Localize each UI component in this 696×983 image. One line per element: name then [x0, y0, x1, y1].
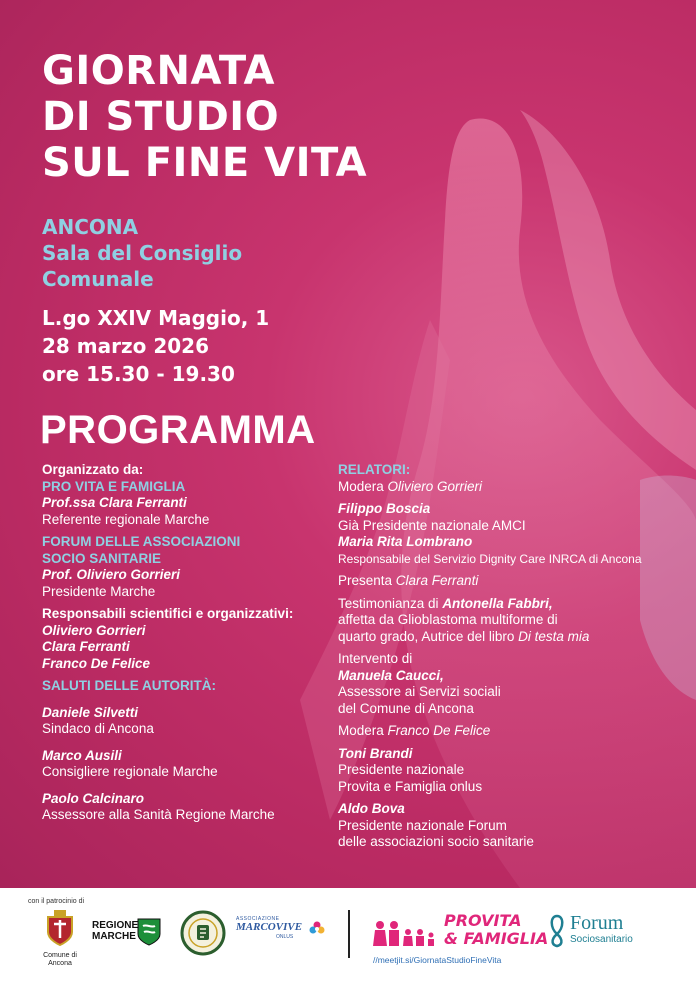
marcovive-logo: [236, 916, 328, 948]
presenta-name: Clara Ferranti: [395, 573, 479, 588]
speaker-2-role: Responsabile del Servizio Dignity Care INRCA di Ancona: [338, 551, 642, 566]
org-provita-person: Prof.ssa Clara Ferranti: [42, 495, 187, 510]
responsabile-1: Oliviero Gorrieri: [42, 622, 146, 638]
event-details: [42, 304, 269, 388]
organizers-column: [42, 462, 332, 824]
org-forum-name-line-2: SOCIO SANITARIE: [42, 550, 162, 566]
responsabile-3: Franco De Felice: [42, 655, 151, 671]
org-forum-name-line-1: FORUM DELLE ASSOCIAZIONI: [42, 534, 241, 549]
marcovive-assoc-label: ASSOCIAZIONE: [236, 916, 280, 922]
responsabili-label: Responsabili scientifici e organizzativi:: [42, 606, 294, 621]
testimonianza-name: Antonella Fabbri,: [442, 595, 553, 611]
speaker-3-role-line-2: del Comune di Ancona: [338, 700, 474, 716]
speaker-2-name: Maria Rita Lombrano: [338, 534, 473, 549]
title-line-3: SUL FINE VITA: [42, 140, 368, 186]
org-provita-name: PRO VITA E FAMIGLIA: [42, 478, 186, 494]
presenta-line: Presenta Clara Ferranti: [338, 573, 479, 588]
event-time: ore 15.30 - 19.30: [42, 362, 235, 386]
relatori-label: RELATORI:: [338, 462, 411, 477]
comune-label-line-2: Ancona: [48, 960, 72, 967]
provita-line-2: & FAMIGLIA: [444, 929, 549, 948]
speaker-1-role: Già Presidente nazionale AMCI: [338, 517, 526, 533]
org-forum-person: Prof. Oliviero Gorrieri: [42, 567, 181, 582]
flower-icon: [308, 920, 326, 938]
venue-hall-line-2: Comunale: [42, 267, 154, 291]
authority-3-name: Paolo Calcinaro: [42, 790, 145, 806]
forum-ribbon-icon: [548, 914, 566, 948]
book-title: Di testa mia: [518, 628, 590, 644]
forum-sociosanitario-logo: [548, 912, 658, 952]
speaker-5-role-line-2: delle associazioni socio sanitarie: [338, 834, 534, 849]
sponsors-footer: [0, 888, 696, 983]
marcovive-onlus: ONLUS: [276, 934, 294, 940]
regione-label-line-1: REGIONE: [92, 920, 139, 931]
intervento-label: Intervento di: [338, 651, 413, 666]
footer-divider: [348, 910, 350, 958]
provita-line-1: PROVITA: [444, 911, 522, 930]
meeting-link[interactable]: //meetjit.si/GiornataStudioFineVita: [373, 955, 502, 965]
forum-line-1: Forum: [570, 912, 624, 934]
regione-shield-icon: [137, 918, 161, 946]
testimonianza-line-3: quarto grado, Autrice del libro Di testa mia: [338, 628, 590, 644]
comune-ancona-logo: [40, 908, 80, 967]
saluti-label: SALUTI DELLE AUTORITÀ:: [42, 678, 216, 693]
provita-famiglia-logo: [372, 911, 549, 952]
family-icon: [372, 920, 436, 948]
speaker-3-name: Manuela Caucci,: [338, 667, 444, 683]
speaker-5-role-line-1: Presidente nazionale Forum: [338, 817, 507, 833]
org-forum-role: Presidente Marche: [42, 583, 156, 599]
speaker-3-role-line-1: Assessore ai Servizi sociali: [338, 684, 501, 699]
event-date: 28 marzo 2026: [42, 334, 210, 358]
venue-hall-line-1: Sala del Consiglio: [42, 241, 243, 265]
seal-icon: [180, 910, 226, 956]
regione-marche-logo: [92, 918, 164, 952]
venue-city: ANCONA: [42, 215, 139, 239]
org-provita-role: Referente regionale Marche: [42, 511, 210, 527]
speaker-4-name: Toni Brandi: [338, 745, 413, 761]
testimonianza-line-2: affetta da Glioblastoma multiforme di: [338, 612, 558, 627]
organized-by-label: Organizzato da:: [42, 462, 144, 477]
title-line-1: GIORNATA: [42, 48, 275, 94]
marcovive-name: MARCOVIVE: [236, 921, 303, 933]
comune-crest-icon: [40, 908, 80, 948]
modera-1: Modera Oliviero Gorrieri: [338, 478, 483, 494]
authority-1-role: Sindaco di Ancona: [42, 721, 154, 736]
authority-1-name: Daniele Silvetti: [42, 704, 139, 720]
authority-2-role: Consigliere regionale Marche: [42, 764, 218, 779]
speakers-column: [338, 462, 688, 851]
speaker-4-role-line-1: Presidente nazionale: [338, 762, 465, 777]
responsabile-2: Clara Ferranti: [42, 639, 130, 654]
speaker-5-name: Aldo Bova: [338, 801, 405, 816]
regione-label-line-2: MARCHE: [92, 931, 136, 942]
venue: [42, 214, 242, 292]
comune-label-line-1: Comune di: [43, 952, 77, 959]
authority-2-name: Marco Ausili: [42, 747, 122, 763]
modera-2-name: Franco De Felice: [387, 723, 491, 738]
speaker-1-name: Filippo Boscia: [338, 501, 431, 516]
programma-heading: PROGRAMMA: [40, 408, 316, 452]
consiglio-regionale-seal: [180, 910, 226, 956]
venue-address: L.go XXIV Maggio, 1: [42, 306, 270, 330]
patrocinio-label: con il patrocinio di: [28, 898, 85, 905]
modera-1-name: Oliviero Gorrieri: [387, 478, 483, 494]
speaker-4-role-line-2: Provita e Famiglia onlus: [338, 778, 483, 794]
forum-line-2: Sociosanitario: [570, 934, 633, 945]
event-title: [42, 48, 367, 186]
title-line-2: DI STUDIO: [42, 94, 280, 140]
modera-2: Modera Franco De Felice: [338, 723, 491, 738]
testimonianza-line-1: Testimonianza di Antonella Fabbri,: [338, 595, 553, 611]
authority-3-role: Assessore alla Sanità Regione Marche: [42, 807, 275, 822]
